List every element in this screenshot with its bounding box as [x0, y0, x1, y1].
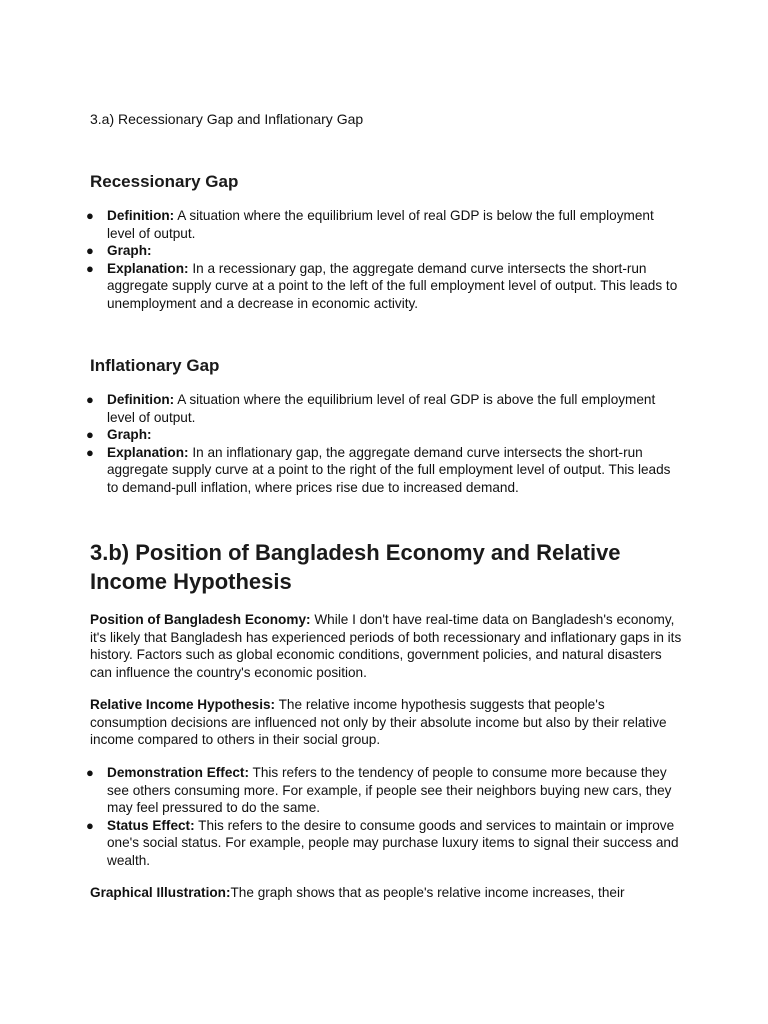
list-item — [86, 426, 682, 444]
item-text: In a recessionary gap, the aggregate demand curve intersects the short-run aggregate supply curve at a point to the left of the full employment level of output. This leads to unemployment and a decrease in economic activity. — [107, 260, 678, 311]
inflationary-gap-heading: Inflationary Gap — [90, 356, 220, 375]
item-label: Definition: — [107, 208, 175, 223]
item-text: In an inflationary gap, the aggregate demand curve intersects the short-run aggregate supply curve at a point to the right of the full employment level of output. This leads to demand-pull inflation, where prices rise due to increased demand. — [107, 444, 671, 495]
effects-list — [86, 764, 682, 869]
bullet-icon: ● — [86, 208, 94, 223]
paragraph-text: The graph shows that as people's relative income increases, their — [230, 885, 625, 900]
list-item — [86, 817, 682, 870]
item-label: Demonstration Effect: — [107, 765, 249, 780]
relative-income-paragraph — [90, 696, 682, 749]
section-label: 3.a) Recessionary Gap and Inflationary Gap — [90, 111, 364, 127]
list-item — [86, 444, 682, 497]
item-text: This refers to the desire to consume goods and services to maintain or improve one's social status. For example, people may purchase luxury items to signal their success and wealth. — [107, 817, 679, 868]
recessionary-gap-heading: Recessionary Gap — [90, 172, 239, 191]
bullet-icon: ● — [86, 243, 94, 258]
paragraph-text: While I don't have real-time data on Bangladesh's economy, it's likely that Bangladesh has experienced periods of both recessionary and inflationary gaps in its history. Factors such as global economic conditions, government policies, and natural disasters can influence the country's economic position. — [90, 612, 682, 680]
section-b-heading: 3.b) Position of Bangladesh Economy and Relative Income Hypothesis — [90, 540, 621, 594]
graphical-illustration-paragraph — [90, 884, 682, 902]
inflationary-gap-list — [86, 391, 682, 496]
bullet-icon: ● — [86, 817, 94, 833]
bullet-icon: ● — [86, 765, 94, 780]
item-text: A situation where the equilibrium level of real GDP is above the full employment level of output. — [107, 392, 656, 425]
item-label: Explanation: — [107, 444, 189, 460]
item-label: Definition: — [107, 392, 175, 407]
list-item — [86, 260, 682, 313]
list-item — [86, 391, 682, 426]
item-label: Graph: — [107, 427, 152, 442]
bullet-icon: ● — [86, 260, 94, 276]
item-label: Status Effect: — [107, 817, 195, 833]
item-text: This refers to the tendency of people to consume more because they see others consuming more. For example, if people see their neighbors buying new cars, they may feel pressured to do the same. — [107, 765, 672, 815]
item-text: A situation where the equilibrium level of real GDP is below the full employment level of output. — [107, 208, 654, 241]
paragraph-label: Position of Bangladesh Economy: — [90, 612, 311, 627]
item-label: Explanation: — [107, 260, 189, 276]
paragraph-label: Relative Income Hypothesis: — [90, 697, 276, 712]
list-item — [86, 207, 682, 242]
bullet-icon: ● — [86, 444, 94, 460]
bullet-icon: ● — [86, 427, 94, 442]
bullet-icon: ● — [86, 392, 94, 407]
list-item — [86, 764, 682, 817]
item-label: Graph: — [107, 243, 152, 258]
paragraph-text: The relative income hypothesis suggests that people's consumption decisions are influenced not only by their absolute income but also by their relative income compared to others in their social group. — [90, 697, 667, 747]
bangladesh-position-paragraph — [90, 611, 682, 681]
recessionary-gap-list — [86, 207, 682, 312]
paragraph-label: Graphical Illustration: — [90, 885, 231, 900]
list-item — [86, 242, 682, 260]
